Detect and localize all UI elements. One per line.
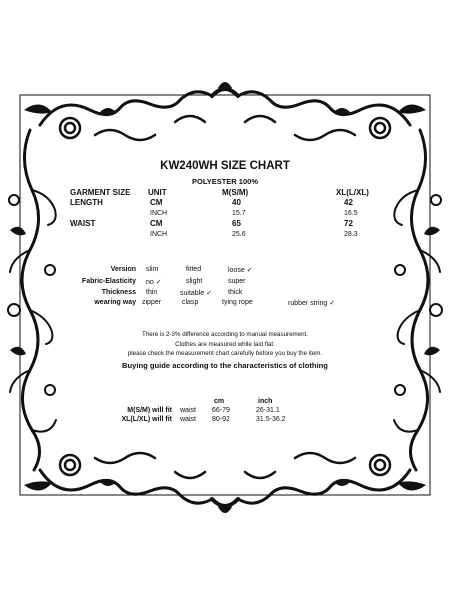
row-length-inch-unit: INCH (150, 210, 168, 217)
guide-m-label: M(S/M) will fit (127, 407, 172, 414)
note-difference: There is 2-3% difference according to manual measurement. (141, 331, 308, 338)
version-option-3: loose ✓ (228, 267, 253, 274)
wearing-option-4: rubber string ✓ (288, 300, 336, 307)
guide-xl-part: waist (180, 416, 196, 423)
row-waist-inch-unit: INCH (150, 231, 168, 238)
wearing-option-1: zipper (142, 299, 162, 306)
row-waist-unit: CM (150, 219, 163, 228)
row-length-xl: 42 (344, 198, 353, 207)
wearing-option-3: tying rope (222, 299, 253, 306)
thickness-option-1: thin (146, 289, 158, 296)
row-length-unit: CM (150, 198, 163, 207)
header-xl-size: XL(L/XL) (336, 188, 369, 197)
row-length-inch-m: 15.7 (232, 210, 246, 217)
guide-m-cm: 66-79 (212, 407, 230, 414)
header-garment-size: GARMENT SIZE (70, 188, 131, 197)
note-laid-flat: Clothes are measured while laid flat. (175, 341, 275, 348)
chart-title: KW240WH SIZE CHART (160, 160, 290, 172)
row-waist-label: WAIST (70, 219, 96, 228)
row-length-m: 40 (232, 198, 241, 207)
guide-xl-cm: 80-92 (212, 416, 230, 423)
thickness-label: Thickness (101, 289, 136, 296)
row-length-inch-xl: 16.5 (344, 210, 358, 217)
row-waist-inch-xl: 28.3 (344, 231, 358, 238)
guide-header-cm: cm (214, 398, 225, 405)
elasticity-option-1: no ✓ (146, 279, 162, 286)
wearing-way-label: wearing way (94, 299, 136, 306)
row-waist-m: 65 (232, 219, 241, 228)
header-m-size: M(S/M) (222, 188, 249, 197)
row-length-label: LENGTH (70, 198, 103, 207)
guide-header-inch: inch (258, 398, 273, 405)
version-option-2: fitted (186, 266, 202, 273)
thickness-option-3: thick (228, 289, 243, 296)
guide-xl-label: XL(L/XL) will fit (121, 416, 172, 423)
elasticity-label: Fabric-Elasticity (81, 278, 136, 285)
wearing-option-2: clasp (182, 299, 199, 306)
material-label: POLYESTER 100% (191, 177, 258, 186)
elasticity-option-2: slight (186, 278, 203, 285)
version-label: Version (110, 266, 136, 273)
version-option-1: slim (146, 266, 159, 273)
guide-m-part: waist (180, 407, 196, 414)
guide-m-inch: 26-31.1 (256, 407, 280, 414)
elasticity-option-3: super (228, 278, 246, 285)
header-unit: UNIT (148, 188, 167, 197)
row-waist-xl: 72 (344, 219, 353, 228)
guide-xl-inch: 31.5-36.2 (256, 416, 286, 423)
buying-guide-title: Buying guide according to the characteristics of clothing (122, 361, 328, 370)
thickness-option-2: suitable ✓ (180, 290, 212, 297)
row-waist-inch-m: 25.6 (232, 231, 246, 238)
note-check-chart: please check the measurement chart carefully before you buy the item. (127, 350, 323, 357)
